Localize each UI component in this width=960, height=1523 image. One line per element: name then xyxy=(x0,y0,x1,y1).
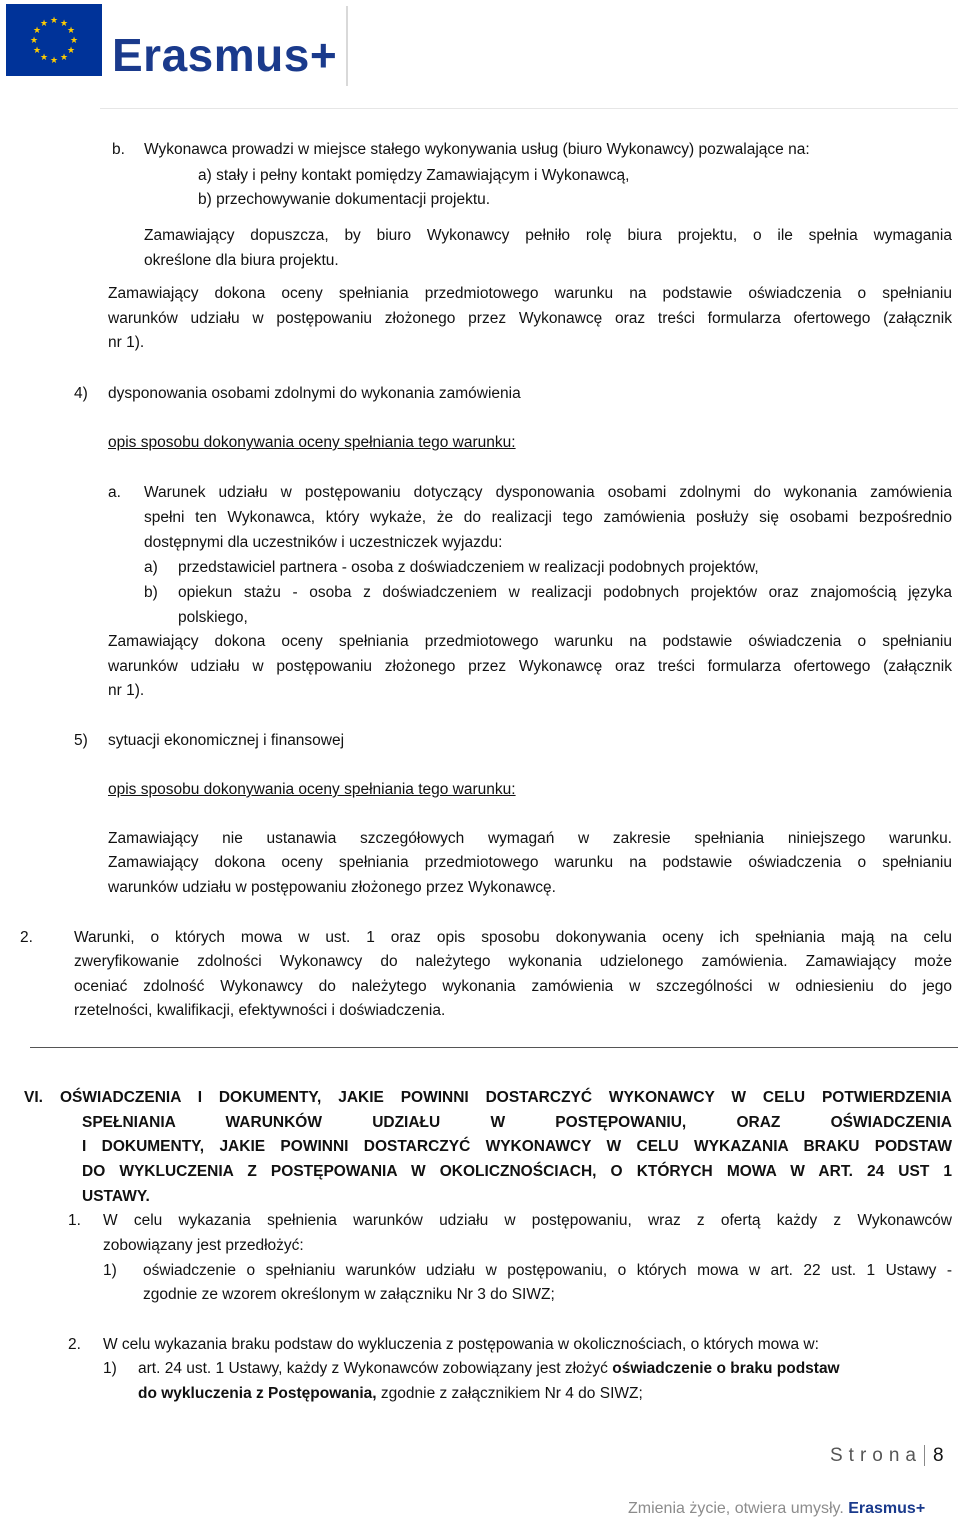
paragraph-line: oceniać zdolność Wykonawcy do należytego wykonania zamówienia w szczególności w odniesieniu do jego xyxy=(74,978,952,995)
paragraph-line: dostępnymi dla uczestników i uczestniczek wyjazdu: xyxy=(144,534,503,551)
page-number xyxy=(830,1445,944,1467)
item-marker: 2. xyxy=(20,929,33,946)
paragraph-line: Zamawiający dokona oceny spełniania przedmiotowego warunku na podstawie oświadczenia o spełnianiu xyxy=(108,285,952,302)
svg-text:★: ★ xyxy=(66,26,76,36)
paragraph-line: W celu wykazania braku podstaw do wykluczenia z postępowania w okolicznościach, o których mowa w: xyxy=(103,1336,819,1353)
paragraph-line: zweryfikowanie zdolności Wykonawcy do należytego wykonania udzielonego zamówienia. Zamawiający może xyxy=(74,953,952,970)
slogan-text: Zmienia życie, otwiera umysły. xyxy=(628,1500,844,1517)
item-marker: a) xyxy=(144,559,158,576)
svg-text:★: ★ xyxy=(59,19,69,29)
paragraph-line: warunków udziału w postępowaniu złożonego przez Wykonawcę. xyxy=(108,879,556,896)
sub-item xyxy=(138,1384,643,1404)
paragraph-line: Zamawiający dokona oceny spełniania przedmiotowego warunku na podstawie oświadczenia o spełnianiu xyxy=(108,854,952,871)
footer-slogan xyxy=(628,1500,925,1518)
section-heading-line: OŚWIADCZENIA I DOKUMENTY, JAKIE POWINNI DOSTARCZYĆ WYKONAWCY W CELU POTWIERDZENIA xyxy=(60,1089,952,1106)
eu-flag-icon xyxy=(6,4,102,76)
svg-text:★: ★ xyxy=(29,36,39,46)
sub-item-text: zgodnie z załącznikiem Nr 4 do SIWZ; xyxy=(376,1385,643,1402)
underlined-heading: opis sposobu dokonywania oceny spełniania tego warunku: xyxy=(108,434,516,451)
svg-text:★: ★ xyxy=(49,16,59,26)
sub-item: a) stały i pełny kontakt pomiędzy Zamawiającym i Wykonawcą, xyxy=(198,167,630,184)
horizontal-rule xyxy=(30,1047,958,1048)
sub-item-text: art. 24 ust. 1 Ustawy, każdy z Wykonawców zobowiązany jest złożyć xyxy=(138,1360,613,1377)
svg-text:★: ★ xyxy=(66,46,76,56)
paragraph-line: Warunek udziału w postępowaniu dotyczący dysponowania osobami zdolnymi do wykonania zamówienia xyxy=(144,484,952,501)
bold-text: oświadczenie o braku podstaw xyxy=(612,1360,840,1377)
item-marker: 2. xyxy=(68,1336,81,1353)
section-heading-line: USTAWY. xyxy=(82,1188,150,1205)
item-marker: 5) xyxy=(74,732,88,749)
slogan-brand: Erasmus+ xyxy=(848,1500,926,1517)
section-marker: VI. xyxy=(24,1089,43,1106)
item-marker: a. xyxy=(108,484,121,501)
erasmus-logo: Erasmus+ xyxy=(112,29,338,81)
svg-text:★: ★ xyxy=(49,56,59,66)
header-rule xyxy=(100,108,958,109)
paragraph-line: zobowiązany jest przedłożyć: xyxy=(103,1237,304,1254)
paragraph-line: nr 1). xyxy=(108,334,145,351)
sub-item: opiekun stażu - osoba z doświadczeniem w realizacji podobnych projektów oraz znajomością języka xyxy=(178,584,952,601)
sub-item: b) przechowywanie dokumentacji projektu. xyxy=(198,191,491,208)
item-marker: 1. xyxy=(68,1212,81,1229)
page-number-value: 8 xyxy=(924,1445,944,1466)
item-marker: 1) xyxy=(103,1262,117,1279)
sub-item xyxy=(138,1359,840,1379)
paragraph-line: Zamawiający nie ustanawia szczegółowych wymagań w zakresie spełniania niniejszego warunku. xyxy=(108,830,952,847)
item-marker: b) xyxy=(144,584,158,601)
paragraph-line: określone dla biura projektu. xyxy=(144,252,339,269)
svg-text:★: ★ xyxy=(59,53,69,63)
paragraph-line: warunków udziału w postępowaniu złożonego przez Wykonawcę oraz treści formularza ofertowego (załącznik xyxy=(108,310,952,327)
paragraph-line: nr 1). xyxy=(108,682,145,699)
paragraph-line: spełni ten Wykonawca, który wykaże, że do realizacji tego zamówienia posłuży się osobami bezpośrednio xyxy=(144,509,952,526)
sub-item: przedstawiciel partnera - osoba z doświadczeniem w realizacji podobnych projektów, xyxy=(178,559,759,576)
svg-text:★: ★ xyxy=(39,53,49,63)
paragraph-line: Warunki, o których mowa w ust. 1 oraz opis sposobu dokonywania oceny ich spełniania mają na celu xyxy=(74,929,952,946)
sub-item: polskiego, xyxy=(178,609,248,626)
paragraph-line: Wykonawca prowadzi w miejsce stałego wykonywania usług (biuro Wykonawcy) pozwalające na: xyxy=(144,141,810,158)
item-marker: 1) xyxy=(103,1360,117,1377)
svg-text:★: ★ xyxy=(32,46,42,56)
page-label: Strona xyxy=(830,1445,922,1466)
item-marker: b. xyxy=(112,141,125,158)
paragraph-line: warunków udziału w postępowaniu złożonego przez Wykonawcę oraz treści formularza ofertowego (załącznik xyxy=(108,658,952,675)
section-title: dysponowania osobami zdolnymi do wykonania zamówienia xyxy=(108,385,521,402)
bold-text: do wykluczenia z Postępowania, xyxy=(138,1385,377,1402)
sub-item: zgodnie ze wzorem określonym w załączniku Nr 3 do SIWZ; xyxy=(143,1286,555,1303)
sub-item: oświadczenie o spełnianiu warunków udziału w postępowaniu, o których mowa w art. 22 ust. 1 Ustawy - xyxy=(143,1262,952,1279)
paragraph-line: rzetelności, kwalifikacji, efektywności i doświadczenia. xyxy=(74,1002,446,1019)
section-title: sytuacji ekonomicznej i finansowej xyxy=(108,732,345,749)
svg-text:★: ★ xyxy=(39,19,49,29)
paragraph-line: Zamawiający dokona oceny spełniania przedmiotowego warunku na podstawie oświadczenia o spełnianiu xyxy=(108,633,952,650)
item-marker: 4) xyxy=(74,385,88,402)
svg-text:★: ★ xyxy=(32,26,42,36)
section-heading-line: DO WYKLUCZENIA Z POSTĘPOWANIA W OKOLICZNOŚCIACH, O KTÓRYCH MOWA W ART. 24 UST 1 xyxy=(82,1163,952,1180)
underlined-heading: opis sposobu dokonywania oceny spełniania tego warunku: xyxy=(108,781,516,798)
logo-separator xyxy=(346,6,348,86)
section-heading-line: I DOKUMENTY, JAKIE POWINNI DOSTARCZYĆ WYKONAWCY W CELU WYKAZANIA BRAKU PODSTAW xyxy=(82,1138,952,1155)
svg-text:★: ★ xyxy=(69,36,79,46)
paragraph-line: W celu wykazania spełnienia warunków udziału w postępowaniu, wraz z ofertą każdy z Wykonawców xyxy=(103,1212,952,1229)
paragraph-line: Zamawiający dopuszcza, by biuro Wykonawcy pełniło rolę biura projektu, o ile spełnia wymagania xyxy=(144,227,952,244)
section-heading-line: SPEŁNIANIA WARUNKÓW UDZIAŁU W POSTĘPOWANIU, ORAZ OŚWIADCZENIA xyxy=(82,1114,952,1131)
